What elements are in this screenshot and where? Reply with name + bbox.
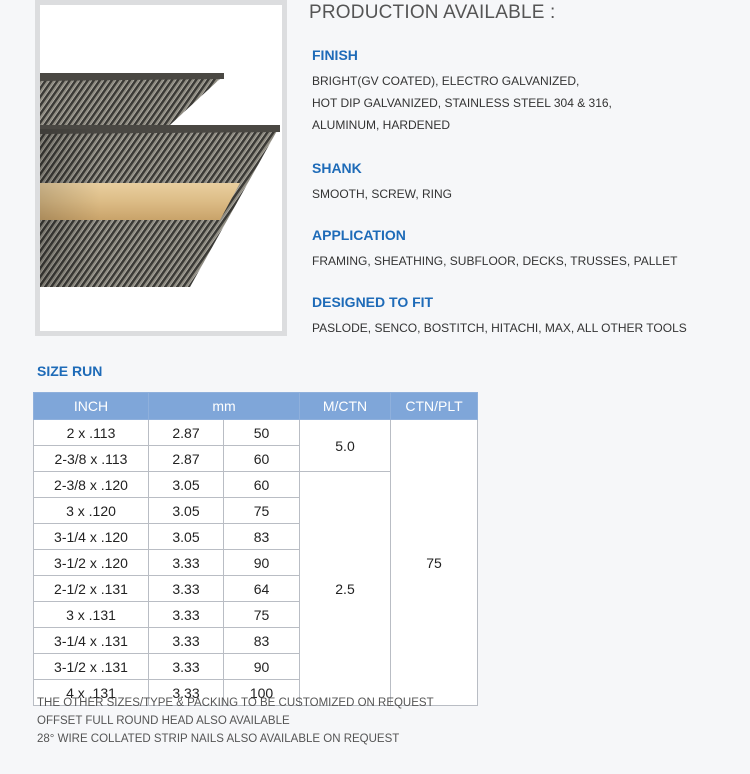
cell-length-mm: 60 (224, 472, 300, 498)
cell-diameter-mm: 3.33 (149, 680, 224, 706)
cell-inch: 4 x .131 (34, 680, 149, 706)
product-photo-frame (35, 0, 287, 336)
cell-mctn: 5.0 (300, 420, 391, 472)
notes-list (37, 694, 434, 748)
application-line: FRAMING, SHEATHING, SUBFLOOR, DECKS, TRUSSES, PALLET (312, 254, 678, 268)
cell-ctnplt: 75 (391, 420, 478, 706)
header-mm: mm (149, 393, 300, 420)
note-item: THE OTHER SIZES/TYPE & PACKING TO BE CUSTOMIZED ON REQUEST (37, 697, 434, 709)
cell-diameter-mm: 2.87 (149, 446, 224, 472)
cell-length-mm: 90 (224, 550, 300, 576)
shank-section (312, 160, 452, 205)
cell-inch: 3 x .120 (34, 498, 149, 524)
cell-diameter-mm: 3.33 (149, 576, 224, 602)
finish-line: HOT DIP GALVANIZED, STAINLESS STEEL 304 & 316, (312, 96, 612, 110)
cell-length-mm: 100 (224, 680, 300, 706)
finish-heading: FINISH (312, 47, 358, 63)
shank-heading: SHANK (312, 160, 362, 176)
cell-inch: 2-1/2 x .131 (34, 576, 149, 602)
designed-to-fit-line: PASLODE, SENCO, BOSTITCH, HITACHI, MAX, ALL OTHER TOOLS (312, 321, 687, 335)
nail-strip-back (40, 73, 224, 125)
production-title: PRODUCTION AVAILABLE : (309, 2, 556, 23)
product-photo (40, 5, 282, 331)
size-run-table (33, 392, 478, 706)
cell-diameter-mm: 3.05 (149, 498, 224, 524)
cell-inch: 2-3/8 x .120 (34, 472, 149, 498)
cell-length-mm: 75 (224, 498, 300, 524)
cell-inch: 2-3/8 x .113 (34, 446, 149, 472)
finish-line: ALUMINUM, HARDENED (312, 118, 451, 132)
shank-line: SMOOTH, SCREW, RING (312, 187, 453, 201)
table-header-row (34, 393, 478, 420)
finish-line: BRIGHT(GV COATED), ELECTRO GALVANIZED, (312, 74, 580, 88)
finish-section (312, 47, 612, 136)
cell-diameter-mm: 3.33 (149, 654, 224, 680)
cell-inch: 3-1/4 x .120 (34, 524, 149, 550)
cell-inch: 3-1/4 x .131 (34, 628, 149, 654)
cell-diameter-mm: 3.33 (149, 628, 224, 654)
cell-diameter-mm: 2.87 (149, 420, 224, 446)
collated-nails-illustration (40, 5, 282, 331)
cell-diameter-mm: 3.33 (149, 602, 224, 628)
cell-length-mm: 75 (224, 602, 300, 628)
designed-to-fit-section (312, 294, 687, 339)
cell-mctn: 2.5 (300, 472, 391, 706)
cell-diameter-mm: 3.05 (149, 472, 224, 498)
cell-inch: 2 x .113 (34, 420, 149, 446)
application-heading: APPLICATION (312, 227, 406, 243)
cell-length-mm: 64 (224, 576, 300, 602)
note-item: 28° WIRE COLLATED STRIP NAILS ALSO AVAILABLE ON REQUEST (37, 733, 400, 745)
designed-to-fit-heading: DESIGNED TO FIT (312, 294, 434, 310)
cell-length-mm: 83 (224, 628, 300, 654)
cell-length-mm: 60 (224, 446, 300, 472)
cell-inch: 3-1/2 x .131 (34, 654, 149, 680)
size-run-title: SIZE RUN (37, 363, 103, 379)
header-ctnplt: CTN/PLT (391, 393, 478, 420)
cell-diameter-mm: 3.05 (149, 524, 224, 550)
cell-length-mm: 50 (224, 420, 300, 446)
cell-length-mm: 90 (224, 654, 300, 680)
application-section (312, 227, 677, 272)
cell-diameter-mm: 3.33 (149, 550, 224, 576)
cell-length-mm: 83 (224, 524, 300, 550)
size-table-body (34, 420, 478, 706)
nail-strip-front (40, 125, 280, 287)
cell-inch: 3-1/2 x .120 (34, 550, 149, 576)
header-inch: INCH (34, 393, 149, 420)
note-item: OFFSET FULL ROUND HEAD ALSO AVAILABLE (37, 715, 290, 727)
cell-inch: 3 x .131 (34, 602, 149, 628)
table-row (34, 420, 478, 446)
header-mctn: M/CTN (300, 393, 391, 420)
